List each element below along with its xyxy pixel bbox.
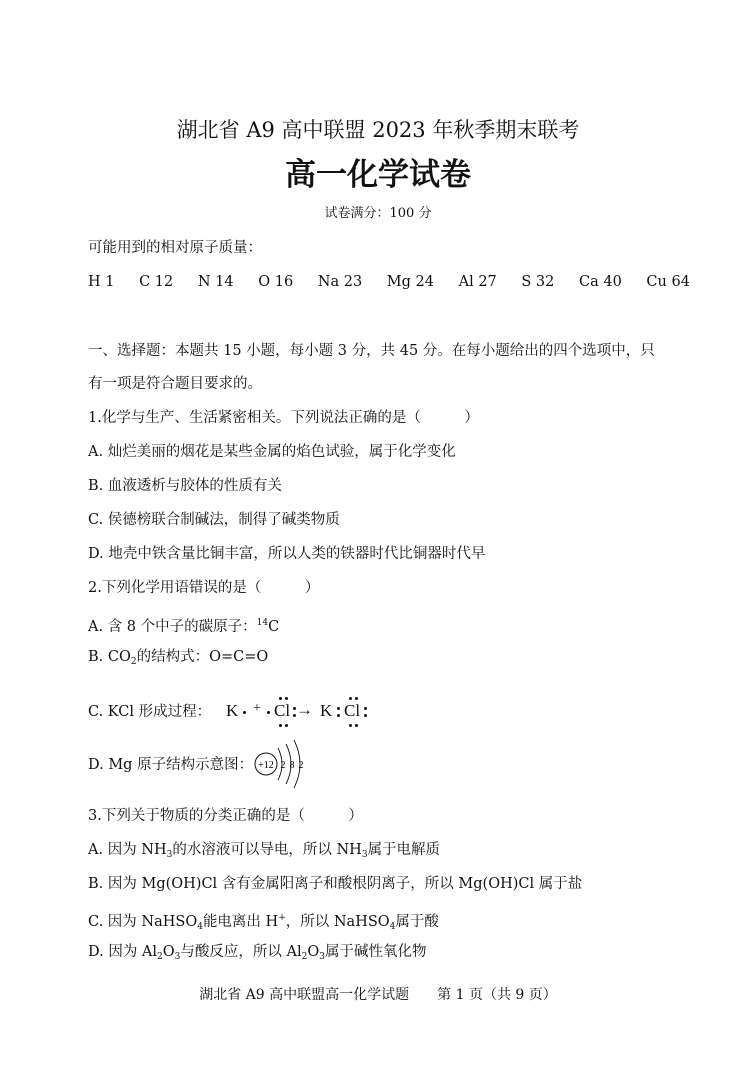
- shell-electron-count: 8: [289, 760, 295, 771]
- electron-dot: [243, 711, 246, 714]
- atomic-mass-item: Mg 24: [386, 274, 434, 290]
- exam-score: 试卷满分：100 分: [324, 206, 432, 221]
- electron-dot: [349, 724, 352, 727]
- atomic-mass-list: [88, 273, 710, 291]
- q1-option-b: B. 血液透析与胶体的性质有关: [88, 478, 282, 494]
- exam-subtitle: 高一化学试卷: [285, 157, 471, 193]
- electron-dot: [355, 724, 358, 727]
- electron-dot: [285, 724, 288, 727]
- mass-number: 14: [256, 618, 269, 628]
- electron-dot: [267, 711, 270, 714]
- q3-option-d: D. 因为 $Al_2O_3$与酸反应，所以 $Al_2O_3$属于碱性氧化物: [88, 944, 427, 962]
- electron-dot: [337, 707, 340, 710]
- electron-dot: [337, 714, 340, 717]
- chlorine-symbol: Cl: [274, 701, 291, 720]
- q2-stem: 2.下列化学用语错误的是（ ）: [88, 580, 320, 596]
- atomic-mass-item: Na 23: [317, 274, 363, 290]
- atomic-mass-item: Al 27: [458, 274, 497, 290]
- potassium-symbol: K: [320, 701, 333, 720]
- exam-title: 湖北省 A9 高中联盟 2023 年秋季期末联考: [176, 118, 580, 142]
- shell-electron-count: 2: [280, 760, 286, 771]
- q2-option-b: B. $CO_2$的结构式：O=C=O: [88, 649, 269, 667]
- atomic-mass-item: Ca 40: [579, 274, 622, 290]
- q1-option-a: A. 灿烂美丽的烟花是某些金属的焰色试验，属于化学变化: [88, 444, 456, 460]
- plus-sign: +: [253, 701, 261, 716]
- q2-option-c: C. KCl 形成过程：: [88, 704, 212, 720]
- nucleus-charge: +12: [258, 760, 274, 771]
- atomic-mass-label: 可能用到的相对原子质量：: [88, 240, 262, 256]
- electron-dot: [355, 697, 358, 700]
- q3-option-c: C. 因为 NaHSO$_4$能电离出 H+，所以 NaHSO$_4$属于酸: [88, 913, 439, 932]
- atomic-mass-item: C 12: [139, 274, 174, 290]
- q2-option-d: D. Mg 原子结构示意图：: [88, 757, 254, 773]
- electron-dot: [364, 707, 367, 710]
- element-symbol: C: [268, 619, 280, 635]
- chlorine-symbol: Cl: [344, 701, 361, 720]
- electron-dot: [279, 724, 282, 727]
- atomic-mass-item: N 14: [197, 274, 234, 290]
- q2-option-a: A. 含 8 个中子的碳原子：$^{14}$C: [88, 618, 280, 635]
- q1-option-c: C. 侯德榜联合制碱法，制得了碱类物质: [88, 512, 340, 528]
- potassium-symbol: K: [226, 701, 239, 720]
- q3-option-b: B. 因为 Mg(OH)Cl 含有金属阳离子和酸根阴离子，所以 Mg(OH)Cl 属于盐: [88, 876, 583, 892]
- section-heading: 一、选择题：本题共 15 小题，每小题 3 分，共 45 分。在每小题给出的四个选项中，只: [88, 343, 655, 359]
- electron-dot: [279, 697, 282, 700]
- electron-dot: [364, 714, 367, 717]
- q1-option-d: D. 地壳中铁含量比铜丰富，所以人类的铁器时代比铜器时代早: [88, 546, 486, 562]
- atomic-mass-item: O 16: [258, 274, 294, 290]
- atomic-mass-item: Cu 64: [646, 274, 690, 290]
- electron-dot: [285, 697, 288, 700]
- atomic-mass-item: S 32: [521, 274, 555, 290]
- page-footer: 湖北省 A9 高中联盟高一化学试题 第 1 页（共 9 页）: [199, 987, 557, 1003]
- atomic-mass-item: H 1: [88, 274, 115, 290]
- q3-stem: 3.下列关于物质的分类正确的是（ ）: [88, 808, 363, 824]
- q1-stem: 1.化学与生产、生活紧密相关。下列说法正确的是（ ）: [88, 410, 479, 426]
- reaction-arrow: →: [296, 700, 313, 719]
- electron-dot: [349, 697, 352, 700]
- shell-electron-count: 2: [298, 760, 304, 771]
- q3-option-a: A. 因为 $NH_3$的水溶液可以导电，所以 $NH_3$属于电解质: [88, 842, 441, 860]
- section-heading-cont: 有一项是符合题目要求的。: [88, 376, 262, 392]
- mg-atom-diagram: [252, 740, 312, 792]
